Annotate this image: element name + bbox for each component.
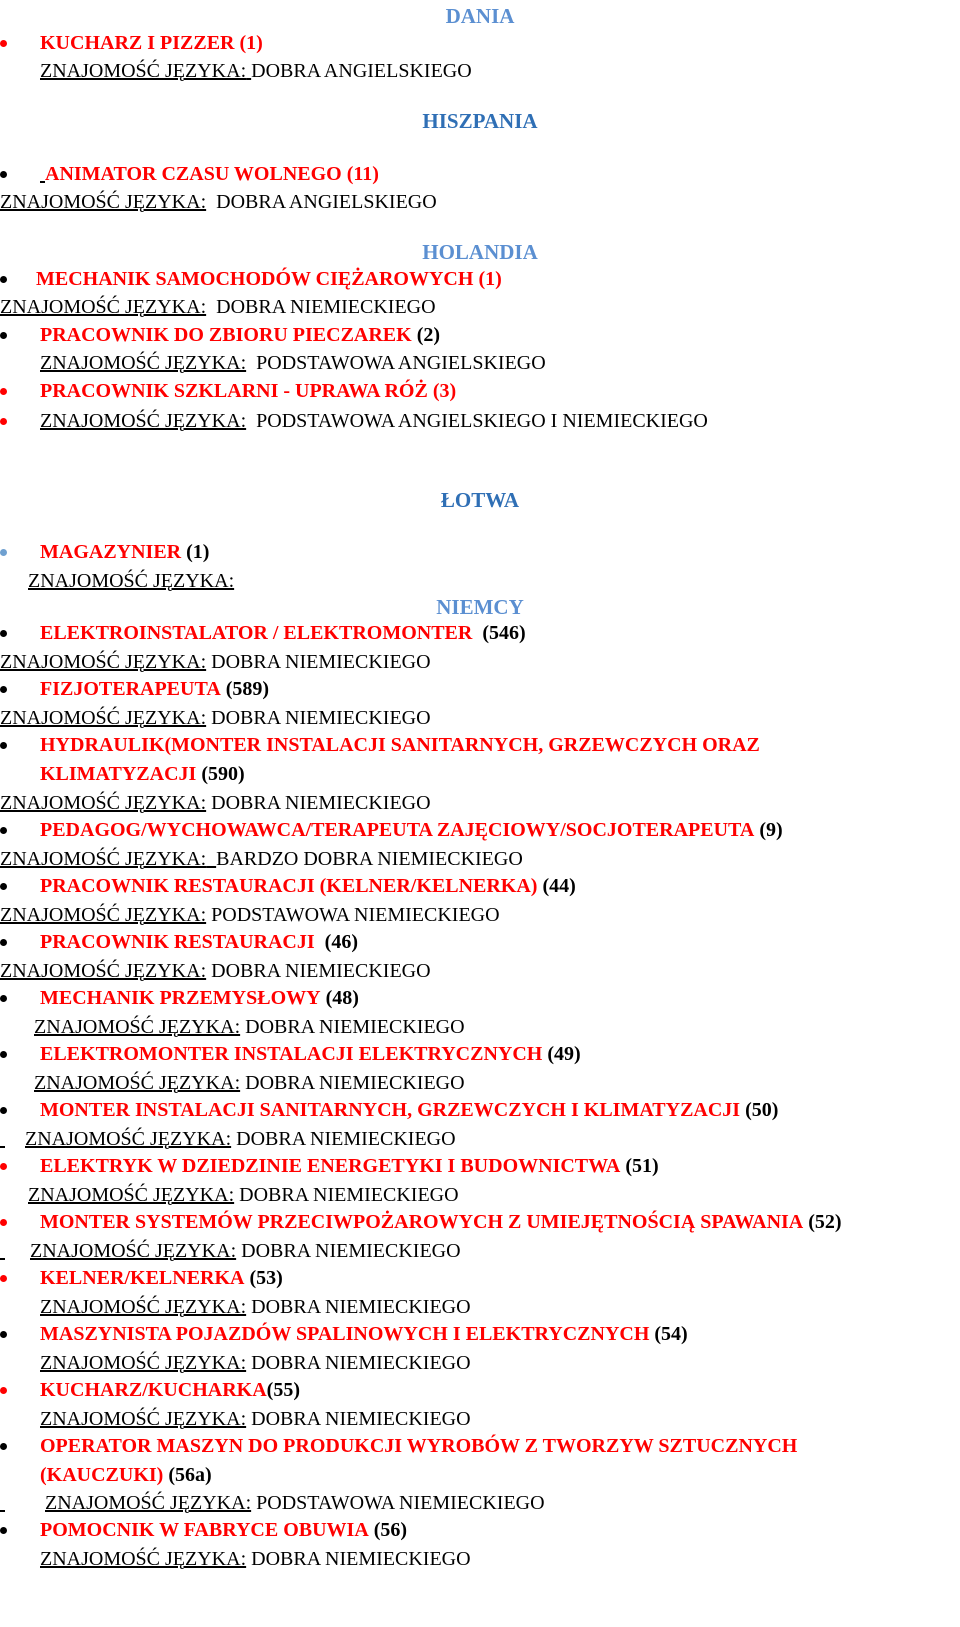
job-title: PEDAGOG/WYCHOWAWCA/TERAPEUTA ZAJĘCIOWY/SOCJOTERAPEUTA (9) [40,819,783,841]
bullet-icon [0,40,7,47]
job-title: ANIMATOR CZASU WOLNEGO (11) [45,163,379,185]
bullet-icon [0,1527,7,1534]
language-requirement: ZNAJOMOŚĆ JĘZYKA: DOBRA NIEMIECKIEGO [30,1240,461,1262]
language-requirement: ZNAJOMOŚĆ JĘZYKA: PODSTAWOWA ANGIELSKIEGO [40,352,546,374]
language-requirement: ZNAJOMOŚĆ JĘZYKA: DOBRA NIEMIECKIEGO [0,707,431,729]
section-heading-lotwa: ŁOTWA [440,488,520,512]
job-title: KUCHARZ I PIZZER (1) [40,32,263,54]
language-requirement: ZNAJOMOŚĆ JĘZYKA: DOBRA ANGIELSKIEGO [40,60,472,82]
section-heading-niemcy: NIEMCY [436,595,524,619]
language-requirement: ZNAJOMOŚĆ JĘZYKA: DOBRA NIEMIECKIEGO [28,1184,459,1206]
language-requirement: ZNAJOMOŚĆ JĘZYKA: DOBRA NIEMIECKIEGO [25,1128,456,1150]
job-title: MONTER INSTALACJI SANITARNYCH, GRZEWCZYCH I KLIMATYZACJI (50) [40,1099,779,1121]
job-title: PRACOWNIK RESTAURACJI (46) [40,931,358,953]
language-requirement: ZNAJOMOŚĆ JĘZYKA: DOBRA NIEMIECKIEGO [40,1352,471,1374]
language-requirement: ZNAJOMOŚĆ JĘZYKA: DOBRA NIEMIECKIEGO [0,651,431,673]
job-title: PRACOWNIK DO ZBIORU PIECZAREK (2) [40,324,441,346]
bullet-icon [0,995,7,1002]
language-requirement: ZNAJOMOŚĆ JĘZYKA: DOBRA NIEMIECKIEGO [40,1408,471,1430]
language-requirement: ZNAJOMOŚĆ JĘZYKA: DOBRA NIEMIECKIEGO [0,960,431,982]
language-requirement: ZNAJOMOŚĆ JĘZYKA: DOBRA NIEMIECKIEGO [34,1072,465,1094]
job-title: KELNER/KELNERKA (53) [40,1267,283,1289]
job-title: HYDRAULIK(MONTER INSTALACJI SANITARNYCH, GRZEWCZYCH ORAZ [40,734,760,756]
bullet-icon [0,686,7,693]
job-title: MASZYNISTA POJAZDÓW SPALINOWYCH I ELEKTRYCZNYCH (54) [40,1323,688,1345]
language-requirement: ZNAJOMOŚĆ JĘZYKA: [28,570,235,592]
job-title: KUCHARZ/KUCHARKA(55) [40,1379,300,1401]
bullet-icon [0,1219,7,1226]
bullet-icon [0,171,7,178]
language-requirement: ZNAJOMOŚĆ JĘZYKA: BARDZO DOBRA NIEMIECKIEGO [0,848,523,870]
language-requirement: ZNAJOMOŚĆ JĘZYKA: DOBRA NIEMIECKIEGO [0,296,436,318]
job-title: MECHANIK SAMOCHODÓW CIĘŻAROWYCH (1) [36,268,502,290]
bullet-icon [0,1387,7,1394]
bullet-icon [0,549,7,556]
job-title: MONTER SYSTEMÓW PRZECIWPOŻAROWYCH Z UMIEJĘTNOŚCIĄ SPAWANIA (52) [40,1211,842,1233]
language-requirement: ZNAJOMOŚĆ JĘZYKA: PODSTAWOWA NIEMIECKIEGO [0,904,500,926]
bullet-icon [0,1331,7,1338]
job-title: POMOCNIK W FABRYCE OBUWIA (56) [40,1519,408,1541]
bullet-icon [0,630,7,637]
bullet-icon [0,1275,7,1282]
language-requirement: ZNAJOMOŚĆ JĘZYKA: DOBRA NIEMIECKIEGO [34,1016,465,1038]
language-requirement: ZNAJOMOŚĆ JĘZYKA: DOBRA NIEMIECKIEGO [40,1548,471,1570]
bullet-icon [0,1163,7,1170]
job-title: MECHANIK PRZEMYSŁOWY (48) [40,987,359,1009]
language-requirement: ZNAJOMOŚĆ JĘZYKA: DOBRA NIEMIECKIEGO [0,792,431,814]
language-requirement: ZNAJOMOŚĆ JĘZYKA: PODSTAWOWA NIEMIECKIEGO [45,1492,545,1514]
bullet-icon [0,1051,7,1058]
job-title: OPERATOR MASZYN DO PRODUKCJI WYROBÓW Z TWORZYW SZTUCZNYCH [40,1435,798,1457]
bullet-icon [0,1443,7,1450]
job-title: ELEKTRYK W DZIEDZINIE ENERGETYKI I BUDOWNICTWA (51) [40,1155,659,1177]
bullet-icon [0,388,7,395]
job-title: ELEKTROINSTALATOR / ELEKTROMONTER (546) [40,622,526,644]
section-heading-hiszpania: HISZPANIA [422,109,538,133]
bullet-icon [0,418,7,425]
job-title: ELEKTROMONTER INSTALACJI ELEKTRYCZNYCH (49) [40,1043,581,1065]
bullet-icon [0,1107,7,1114]
language-requirement: ZNAJOMOŚĆ JĘZYKA: DOBRA ANGIELSKIEGO [0,191,437,213]
bullet-icon [0,939,7,946]
section-heading-holandia: HOLANDIA [422,240,538,264]
language-requirement: ZNAJOMOŚĆ JĘZYKA: PODSTAWOWA ANGIELSKIEGO I NIEMIECKIEGO [40,410,708,432]
job-title-continued: KLIMATYZACJI (590) [40,763,245,785]
job-title: FIZJOTERAPEUTA (589) [40,678,270,700]
job-title: PRACOWNIK SZKLARNI - UPRAWA RÓŻ (3) [40,380,457,402]
bullet-icon [0,276,7,283]
bullet-icon [0,332,7,339]
section-heading-dania: DANIA [445,4,515,28]
job-title: MAGAZYNIER (1) [40,541,210,563]
language-requirement: ZNAJOMOŚĆ JĘZYKA: DOBRA NIEMIECKIEGO [40,1296,471,1318]
bullet-icon [0,883,7,890]
job-title-continued: (KAUCZUKI) (56a) [40,1464,212,1486]
bullet-icon [0,742,7,749]
bullet-icon [0,827,7,834]
job-title: PRACOWNIK RESTAURACJI (KELNER/KELNERKA) (44) [40,875,576,897]
